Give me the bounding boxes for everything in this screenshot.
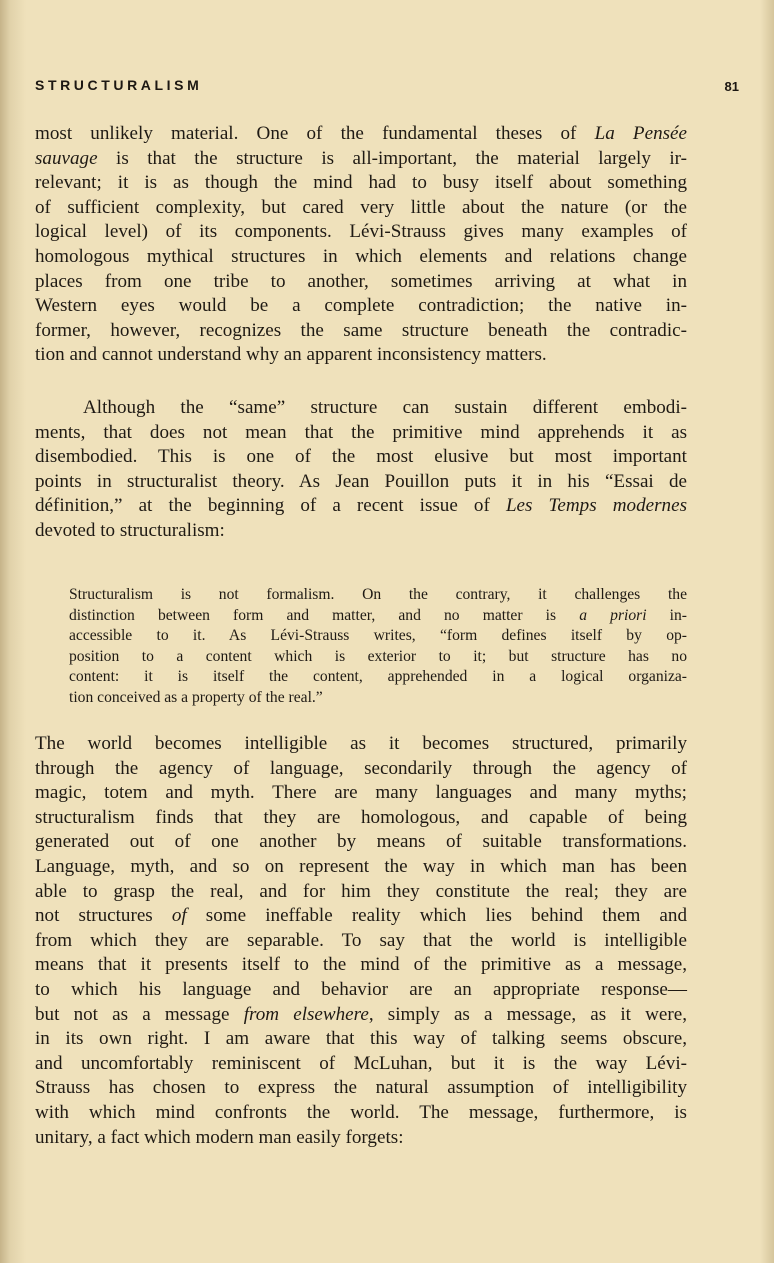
text-line: unitary, a fact which modern man easily forgets: [35, 1126, 404, 1148]
text-line: ments, that does not mean that the primitive mind apprehends it as [35, 421, 687, 443]
text-line: logical level) of its components. Lévi-Strauss gives many examples of [35, 221, 687, 243]
text-line: places from one tribe to another, sometimes arriving at what in [35, 270, 687, 292]
text-line: most unlikely material. One of the fundamental theses of La Pensée [35, 123, 687, 144]
text-line: with which mind confronts the world. The message, furthermore, is [35, 1101, 687, 1123]
text-line: homologous mythical structures in which elements and relations change [35, 245, 687, 267]
paragraph-3 [35, 732, 687, 1150]
text-line: Language, myth, and so on represent the way in which man has been [35, 855, 687, 877]
text-line: relevant; it is as though the mind had to busy itself about something [35, 172, 687, 194]
text-line: devoted to structuralism: [35, 519, 225, 541]
quote-line: content: it is itself the content, apprehended in a logical organiza- [69, 668, 687, 685]
text-line: points in structuralist theory. As Jean Pouillon puts it in his “Essai de [35, 470, 687, 492]
text-line: to which his language and behavior are an appropriate response— [35, 978, 687, 1000]
quote-line: distinction between form and matter, and no matter is a priori in- [69, 606, 687, 624]
text-line: from which they are separable. To say that the world is intelligible [35, 929, 687, 951]
text-line: means that it presents itself to the mind of the primitive as a message, [35, 954, 687, 976]
page-number: 81 [724, 79, 739, 94]
text-line: through the agency of language, secondarily through the agency of [35, 757, 687, 779]
text-line: disembodied. This is one of the most elusive but most important [35, 446, 687, 468]
text-line: Western eyes would be a complete contradiction; the native in- [35, 295, 687, 317]
quote-line: Structuralism is not formalism. On the contrary, it challenges the [69, 586, 687, 603]
text-line: in its own right. I am aware that this way of talking seems obscure, [35, 1028, 687, 1050]
quote-line: position to a content which is exterior to it; but structure has no [69, 647, 687, 665]
running-title: STRUCTURALISM [35, 77, 203, 93]
text-line: Strauss has chosen to express the natural assumption of intelligibility [35, 1077, 687, 1099]
text-line: of sufficient complexity, but cared very little about the nature (or the [35, 196, 687, 218]
paragraph-2 [35, 396, 687, 544]
text-line: définition,” at the beginning of a recent issue of Les Temps modernes [35, 495, 688, 517]
text-line: magic, totem and myth. There are many languages and many myths; [35, 782, 687, 804]
quote-line: tion conceived as a property of the real.” [69, 688, 323, 706]
text-line: Although the “same” structure can sustain different embodi- [83, 397, 687, 418]
text-line: generated out of one another by means of suitable transformations. [35, 831, 687, 853]
text-line: sauvage is that the structure is all-important, the material largely ir- [35, 147, 687, 169]
text-line: not structures of some ineffable reality which lies behind them and [35, 905, 687, 927]
block-quote [69, 585, 687, 708]
paragraph-1 [35, 122, 687, 368]
text-line: former, however, recognizes the same structure beneath the contradic- [35, 319, 687, 341]
text-line: and uncomfortably reminiscent of McLuhan, but it is the way Lévi- [35, 1052, 687, 1074]
text-line: but not as a message from elsewhere, simply as a message, as it were, [35, 1003, 687, 1025]
text-line: structuralism finds that they are homologous, and capable of being [35, 806, 687, 828]
text-line: tion and cannot understand why an apparent inconsistency matters. [35, 344, 547, 366]
text-line: The world becomes intelligible as it becomes structured, primarily [35, 733, 687, 754]
running-head [35, 77, 739, 99]
text-line: able to grasp the real, and for him they constitute the real; they are [35, 880, 687, 902]
quote-line: accessible to it. As Lévi-Strauss writes, “form defines itself by op- [69, 627, 687, 644]
